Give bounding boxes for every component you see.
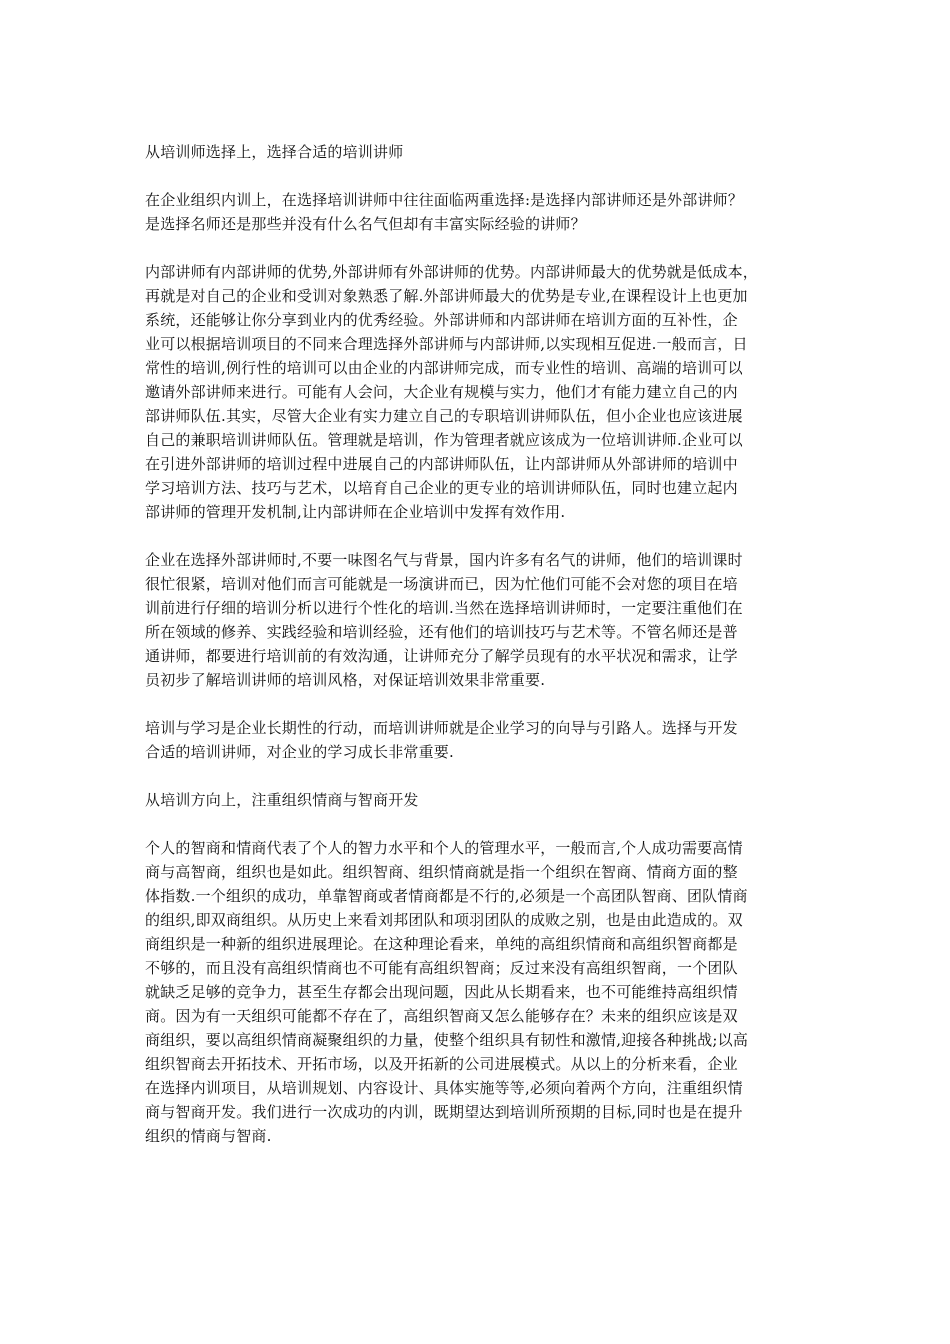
document-body bbox=[145, 140, 810, 1172]
section-heading-training-direction: 从培训方向上，注重组织情商与智商开发 bbox=[145, 791, 419, 809]
paragraph-training-and-learning: 培训与学习是企业长期性的行动，而培训讲师就是企业学习的向导与引路人。选择与开发 合适的培训讲师，对企业的学习成长非常重要. bbox=[145, 719, 738, 761]
section-heading-trainer-selection: 从培训师选择上，选择合适的培训讲师 bbox=[145, 143, 404, 161]
paragraph-organizational-eq-iq: 个人的智商和情商代表了个人的智力水平和个人的管理水平，一般而言,个人成功需要高情 商与高智商，组织也是如此。组织智商、组织情商就是指一个组织在智商、情商方面的整 体指数.一个组织的成功，单靠智商或者情商都是不行的,必须是一个高团队智商、团队情商 的组织,即双商组织。从历史上来看刘邦团队和项羽团队的成败之别，也是由此造成的。双 商组织是一种新的组织进展理论。在这种理论看来，单纯的高组织情商和高组织智商都是 不够的，而且没有高组织情商也不可能有高组织智商；反过来没有高组织智商，一个团队 就缺乏足够的竞争力，甚至生存都会出现问题，因此从长期看来，也不可能维持高组织情 商。因为有一天组织可能都不存在了，高组织智商又怎么能够存在？未来的组织应该是双 商组织，要以高组织情商凝聚组织的力量，使整个组织具有韧性和激情,迎接各种挑战;以高 组织智商去开拓技术、开拓市场，以及开拓新的公司进展模式。从以上的分析来看，企业 在选择内训项目，从培训规划、内容设计、具体实施等等,必须向着两个方向，注重组织情 商与智商开发。我们进行一次成功的内训，既期望达到培训所预期的目标,同时也是在提升 组织的情商与智商. bbox=[145, 839, 749, 1145]
paragraph-external-trainer-selection: 企业在选择外部讲师时,不要一味图名气与背景，国内许多有名气的讲师，他们的培训课时 很忙很紧，培训对他们而言可能就是一场演讲而已，因为忙他们可能不会对您的项目在培 训前进行仔细的培训分析以进行个性化的培训.当然在选择培训讲师时，一定要注重他们在 所在领域的修养、实践经验和培训经验，还有他们的培训技巧与艺术等。不管名师还是普 通讲师，都要进行培训前的有效沟通，让讲师充分了解学员现有的水平状况和需求，让学 员初步了解培训讲师的培训风格，对保证培训效果非常重要. bbox=[145, 551, 743, 689]
paragraph-internal-or-external: 在企业组织内训上，在选择培训讲师中往往面临两重选择:是选择内部讲师还是外部讲师？ 是选择名师还是那些并没有什么名气但却有丰富实际经验的讲师？ bbox=[145, 191, 744, 233]
paragraph-internal-external-advantages: 内部讲师有内部讲师的优势,外部讲师有外部讲师的优势。内部讲师最大的优势就是低成本， 再就是对自己的企业和受训对象熟悉了解.外部讲师最大的优势是专业,在课程设计上也更加 系统，还能够让你分享到业内的优秀经验。外部讲师和内部讲师在培训方面的互补性，企 业可以根据培训项目的不同来合理选择外部讲师与内部讲师,以实现相互促进.一般而言，日 常性的培训,例行性的培训可以由企业的内部讲师完成，而专业性的培训、高端的培训可以 邀请外部讲师来进行。可能有人会问，大企业有规模与实力，他们才有能力建立自己的内 部讲师队伍.其实，尽管大企业有实力建立自己的专职培训讲师队伍，但小企业也应该进展 自己的兼职培训讲师队伍。管理就是培训，作为管理者就应该成为一位培训讲师.企业可以 在引进外部讲师的培训过程中进展自己的内部讲师队伍，让内部讲师从外部讲师的培训中 学习培训方法、技巧与艺术，以培育自己企业的更专业的培训讲师队伍，同时也建立起内 部讲师的管理开发机制,让内部讲师在企业培训中发挥有效作用. bbox=[145, 263, 758, 521]
